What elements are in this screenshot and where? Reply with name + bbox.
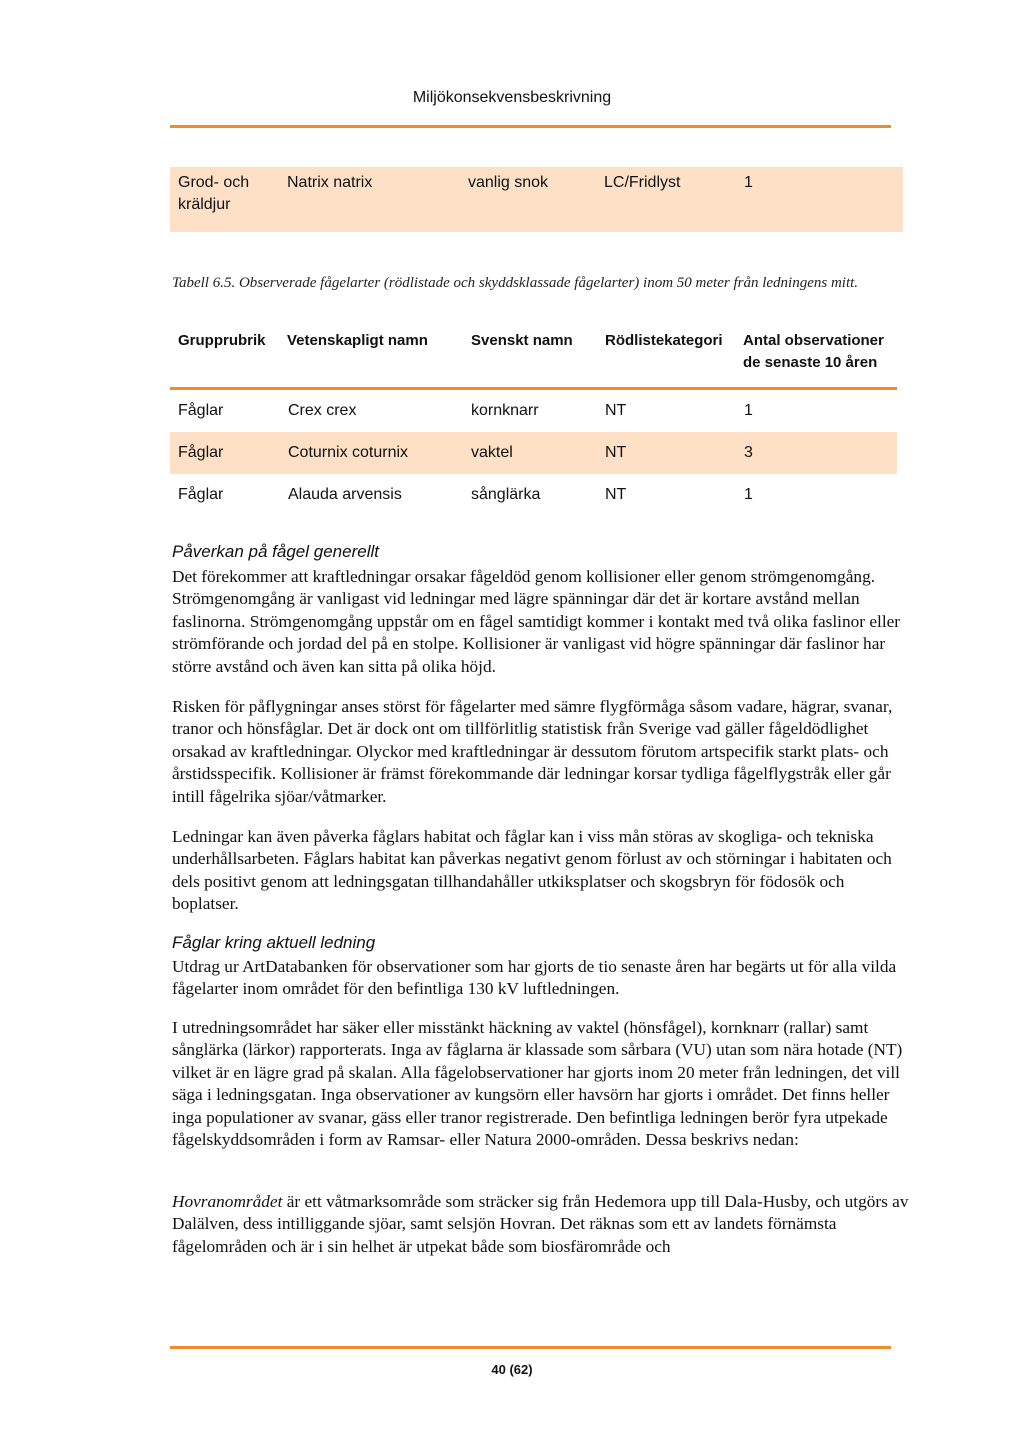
table-row [170,390,897,432]
row-group: Fåglar [178,444,224,461]
page-number: 40 (62) [491,1362,533,1377]
header-rule [170,125,891,128]
paragraph-hovran [172,1191,912,1258]
paragraph-collision-risk: Risken för påflygningar anses störst för fågelarter med sämre flygförmåga såsom vadare, hägrar, svanar, tranor och hönsfåglar. Det är dock ont om tillförlitlig statistisk från Sverige vad gäller fågeldödlighet orsakad av kraftledningar. Olyckor med kraftledningar är dessutom förutom artspecifik starkt plats- och årstidsspecifik. Kollisioner är främst förekommande där ledningar korsar tydliga fågelflygstråk eller går intill fågelrika sjöar/våtmarker. [172,697,893,806]
cell-count: 1 [744,174,753,191]
table-caption: Tabell 6.5. Observerade fågelarter (rödlistade och skyddsklassade fågelarter) inom 50 meter från ledningens mitt. [172,275,859,291]
cell-scientific: Natrix natrix [287,174,373,191]
footer-rule [170,1346,891,1349]
row-count: 1 [744,486,753,503]
paragraph-artdatabanken: Utdrag ur ArtDatabanken för observationer som har gjorts de tio senaste åren har begärts ut för alla vilda fågelarter inom området för den befintliga 130 kV luftledningen. [172,957,897,999]
header-scientific: Vetenskapligt namn [287,332,428,349]
row-count: 3 [744,444,753,461]
row-group: Fåglar [178,486,224,503]
header-category: Rödlistekategori [605,332,723,349]
section-heading-bird-impact: Påverkan på fågel generellt [172,542,379,561]
row-category: NT [605,402,627,419]
paragraph-observations: I utredningsområdet har säker eller misstänkt häckning av vaktel (hönsfågel), kornknarr (rallar) samt sånglärka (lärkor) rapporterats. Inga av fåglarna är klassade som sårbara (VU) utan som nära hotade (NT) vilket är en lägre grad på skalan. Alla fågelobservationer har gjorts inom 20 meter från ledningen, det vill säga i ledningsgatan. Inga observationer av kungsörn eller havsörn har gjorts i området. Det finns heller inga populationer av svanar, gäss eller tranor registrerade. Den befintliga ledningen berör fyra utpekade fågelskyddsområden i form av Ramsar- eller Natura 2000-områden. Dessa beskrivs nedan: [172,1018,903,1150]
row-category: NT [605,486,627,503]
row-group: Fåglar [178,402,224,419]
hovran-term: Hovranområdet [172,1192,283,1211]
header-count: Antal observationer de senaste 10 åren [743,332,884,371]
table-row [170,474,897,516]
table-row [170,432,897,474]
row-swedish: vaktel [471,444,513,461]
row-category: NT [605,444,627,461]
row-scientific: Alauda arvensis [288,486,402,503]
table-header-row [170,326,897,388]
section-heading-birds-near-line: Fåglar kring aktuell ledning [172,933,376,952]
row-scientific: Crex crex [288,402,357,419]
header-swedish: Svenskt namn [471,332,573,349]
row-count: 1 [744,402,753,419]
page-header-title: Miljökonsekvensbeskrivning [412,89,612,106]
row-scientific: Coturnix coturnix [288,444,409,461]
cell-category: LC/Fridlyst [604,174,681,191]
hovran-description: är ett våtmarksområde som sträcker sig från Hedemora upp till Dala-Husby, och utgörs av Dalälven, dess intilliggande sjöar, samt selsjön Hovran. Det räknas som ett av landets förnämsta fågelområden och är i sin helhet är utpekat både som biosfärområde och [172,1192,909,1256]
table-continuation-row [170,167,903,232]
row-swedish: kornknarr [471,402,539,419]
cell-swedish: vanlig snok [468,174,549,191]
header-group: Grupprubrik [178,332,266,349]
cell-group: Grod- och kräldjur [178,174,250,213]
row-swedish: sånglärka [471,486,541,503]
paragraph-habitat: Ledningar kan även påverka fåglars habitat och fåglar kan i viss mån störas av skogliga- och tekniska underhållsarbeten. Fåglars habitat kan påverkas negativt genom förlust av och störningar i habitaten och dels positivt genom att ledningsgatan tillhandahåller utkiksplatser och skogsbryn för födosök och boplatser. [172,827,892,914]
paragraph-collisions: Det förekommer att kraftledningar orsakar fågeldöd genom kollisioner eller genom strömgenomgång. Strömgenomgång är vanligast vid ledningar med lägre spänningar där det är kortare avstånd mellan faslinorna. Strömgenomgång uppstår om en fågel samtidigt kommer i kontakt med två olika faslinor eller strömförande och jordad del på en stolpe. Kollisioner är vanligast vid högre spänningar där faslinor har större avstånd och även kan sitta på olika höjd. [172,567,901,676]
